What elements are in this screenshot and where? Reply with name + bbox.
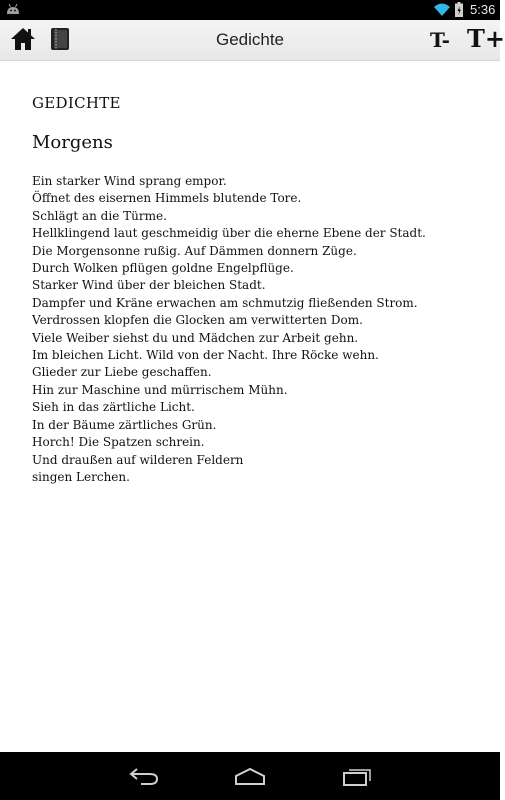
toolbar bbox=[0, 20, 505, 61]
home-nav-icon[interactable] bbox=[234, 766, 266, 786]
poem-line: Ein starker Wind sprang empor. bbox=[32, 174, 227, 188]
reader-content bbox=[32, 94, 472, 486]
poem-line: Glieder zur Liebe geschaffen. bbox=[32, 365, 212, 380]
navigation-bar bbox=[0, 752, 500, 800]
wifi-icon bbox=[434, 3, 450, 16]
poem-line: Und draußen auf wilderen Feldern bbox=[32, 452, 244, 467]
poem-line: Durch Wolken pflügen goldne Engelpflüge. bbox=[32, 261, 294, 276]
poem-line: In der Bäume zärtliches Grün. bbox=[32, 417, 217, 432]
poem-line: Sieh in das zärtliche Licht. bbox=[32, 400, 195, 415]
android-icon bbox=[6, 3, 20, 15]
poem-line: Verdrossen klopfen die Glocken am verwitterten Dom. bbox=[32, 313, 363, 328]
poem-line: Dampfer und Kräne erwachen am schmutzig fließenden Strom. bbox=[32, 295, 418, 310]
poem-line: Hin zur Maschine und mürrischem Mühn. bbox=[32, 382, 288, 397]
poem-line: Hellklingend laut geschmeidig über die eherne Ebene der Stadt. bbox=[32, 226, 426, 241]
poem-line: Viele Weiber siehst du und Mädchen zur Arbeit gehn. bbox=[32, 330, 359, 345]
section-title: GEDICHTE bbox=[32, 94, 121, 112]
poem-line: Schlägt an die Türme. bbox=[32, 208, 167, 223]
poem-line: singen Lerchen. bbox=[32, 469, 130, 484]
poem-line: Die Morgensonne rußig. Auf Dämmen donnern Züge. bbox=[32, 243, 357, 258]
decrease-font-button[interactable]: T- bbox=[430, 28, 450, 52]
poem-text bbox=[32, 173, 472, 486]
back-icon[interactable] bbox=[128, 766, 160, 786]
page-title: Gedichte bbox=[215, 30, 285, 49]
poem-line: Im bleichen Licht. Wild von der Nacht. Ihre Röcke wehn. bbox=[32, 348, 379, 363]
poem-title: Morgens bbox=[32, 132, 113, 153]
poem-line: Starker Wind über der bleichen Stadt. bbox=[32, 278, 266, 293]
battery-icon bbox=[455, 2, 463, 17]
status-bar bbox=[0, 0, 500, 20]
recent-apps-icon[interactable] bbox=[342, 766, 374, 786]
poem-line: Horch! Die Spatzen schrein. bbox=[32, 435, 205, 450]
increase-font-button[interactable]: T+ bbox=[467, 24, 505, 53]
poem-line: Öffnet des eisernen Himmels blutende Tore. bbox=[32, 191, 302, 206]
status-time: 5:36 bbox=[470, 2, 496, 17]
